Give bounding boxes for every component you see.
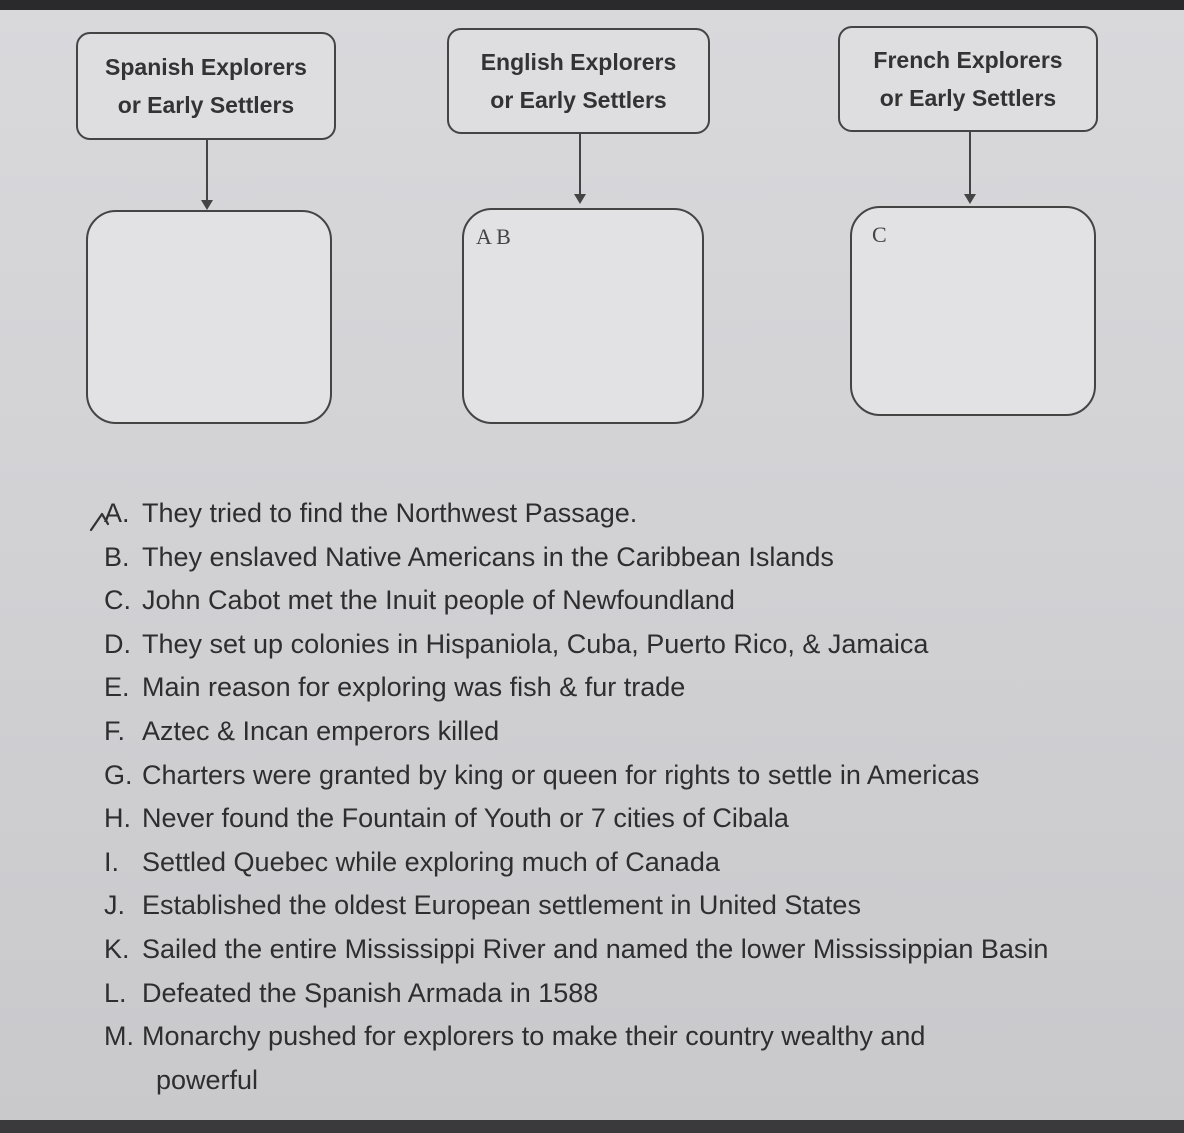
connector-english <box>579 134 581 196</box>
list-item <box>104 841 1144 885</box>
item-letter: G. <box>104 759 133 790</box>
header-spanish <box>76 32 336 140</box>
arrow-french <box>964 194 976 204</box>
answer-box-english[interactable] <box>462 208 704 424</box>
list-item <box>104 536 1144 580</box>
list-item <box>104 492 1144 536</box>
header-english <box>447 28 710 134</box>
item-text: Sailed the entire Mississippi River and named the lower Mississippian Basin <box>142 933 1049 964</box>
answer-box-french[interactable] <box>850 206 1096 416</box>
item-letter: K. <box>104 933 130 964</box>
item-text: Charters were granted by king or queen for rights to settle in Americas <box>142 759 980 790</box>
item-letter: E. <box>104 672 130 703</box>
list-item <box>104 754 1144 798</box>
header-french <box>838 26 1098 132</box>
header-spanish-line2: or Early Settlers <box>117 92 295 118</box>
statement-list <box>104 492 1144 1102</box>
list-item <box>104 710 1144 754</box>
handwritten-check-mark <box>88 500 124 536</box>
item-text: Settled Quebec while exploring much of Canada <box>142 846 720 877</box>
item-letter: D. <box>104 628 131 659</box>
list-item <box>104 666 1144 710</box>
arrow-english <box>574 194 586 204</box>
list-item <box>104 797 1144 841</box>
item-text: Main reason for exploring was fish & fur trade <box>142 672 686 703</box>
list-item <box>104 579 1144 623</box>
item-letter: L. <box>104 977 127 1008</box>
item-text: They enslaved Native Americans in the Caribbean Islands <box>142 541 834 572</box>
arrow-spanish <box>201 200 213 210</box>
list-item <box>104 1015 1144 1102</box>
connector-spanish <box>206 140 208 202</box>
item-letter: A. <box>104 498 130 528</box>
item-text: Monarchy pushed for explorers to make their country wealthy and <box>142 1021 926 1052</box>
answer-english: A B <box>476 224 511 249</box>
header-english-line1: English Explorers <box>480 49 677 75</box>
item-letter: J. <box>104 890 126 921</box>
item-text: They set up colonies in Hispaniola, Cuba, Puerto Rico, & Jamaica <box>142 628 929 659</box>
list-item <box>104 884 1144 928</box>
item-letter: M. <box>104 1021 134 1052</box>
list-item <box>104 623 1144 667</box>
item-letter: F. <box>104 715 126 746</box>
header-english-line2: or Early Settlers <box>490 87 667 113</box>
header-french-line2: or Early Settlers <box>879 85 1057 111</box>
answer-french: C <box>872 222 887 247</box>
item-text: John Cabot met the Inuit people of Newfoundland <box>142 585 735 616</box>
item-letter: H. <box>104 803 131 834</box>
header-french-line1: French Explorers <box>873 47 1063 73</box>
list-item <box>104 972 1144 1016</box>
item-text-continuation: powerful <box>156 1064 259 1095</box>
bottom-edge <box>0 1120 1184 1133</box>
item-text: Aztec & Incan emperors killed <box>142 715 500 746</box>
item-text: Never found the Fountain of Youth or 7 cities of Cibala <box>142 803 789 834</box>
header-spanish-line1: Spanish Explorers <box>105 54 307 80</box>
item-letter: I. <box>104 846 120 877</box>
item-text: They tried to find the Northwest Passage. <box>142 498 638 528</box>
item-text: Established the oldest European settlement in United States <box>142 890 861 921</box>
answer-box-spanish[interactable] <box>86 210 332 424</box>
connector-french <box>969 132 971 196</box>
item-letter: B. <box>104 541 130 572</box>
item-text: Defeated the Spanish Armada in 1588 <box>142 977 599 1008</box>
item-letter: C. <box>104 585 131 616</box>
list-item <box>104 928 1144 972</box>
